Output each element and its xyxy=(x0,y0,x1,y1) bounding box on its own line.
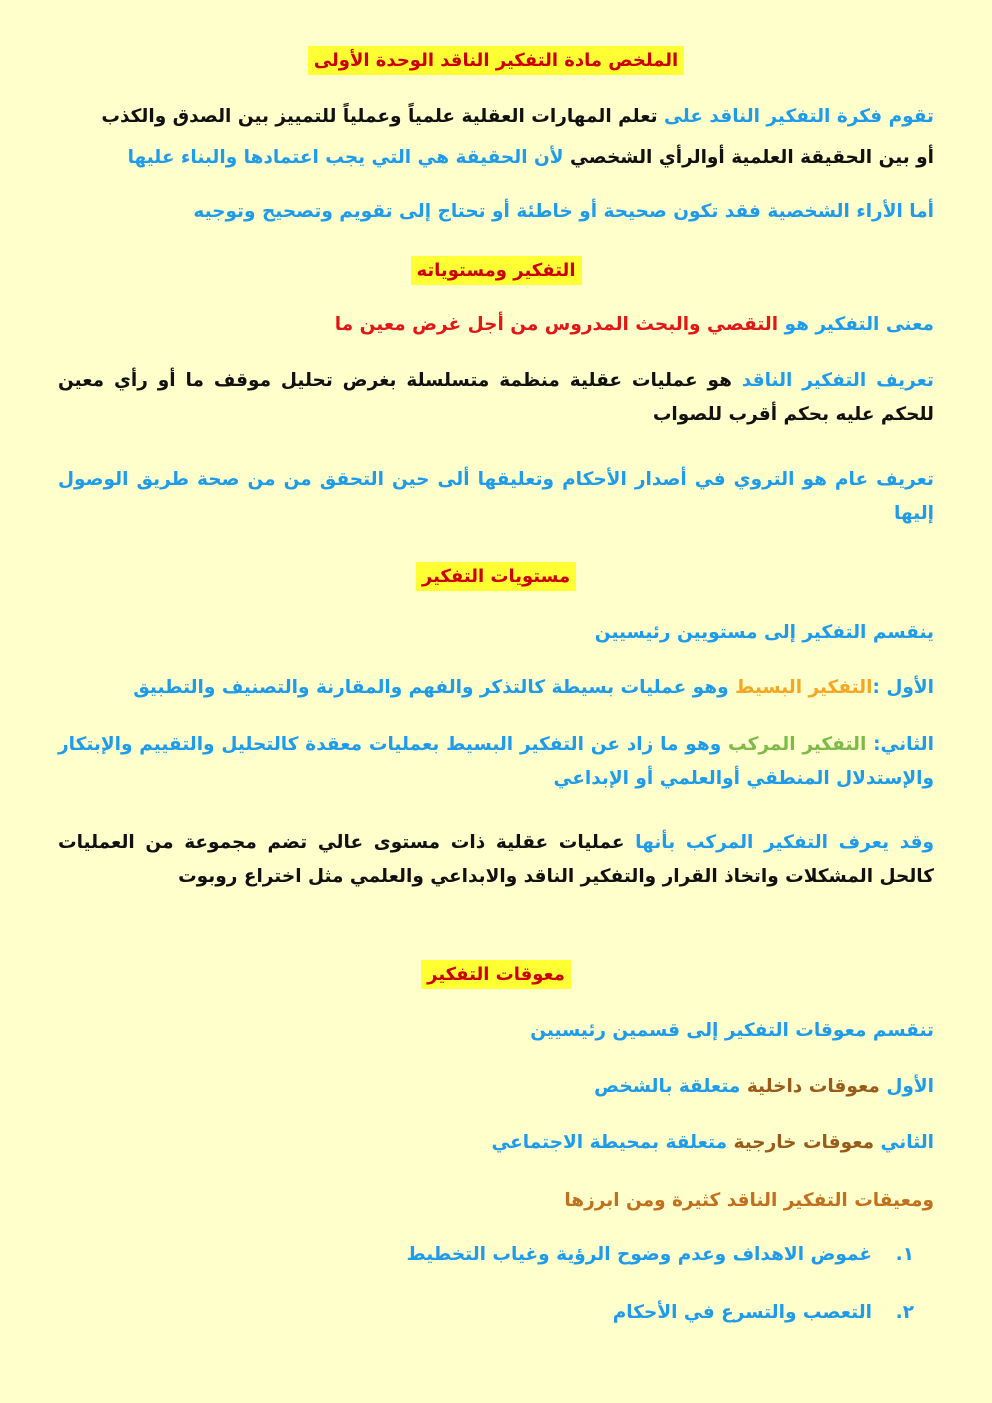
critical-obstacles-intro: ومعيقات التفكير الناقد كثيرة ومن ابرزها xyxy=(564,1190,934,1211)
list-number: ١. xyxy=(895,1244,914,1265)
level-first: الأول :التفكير البسيط وهو عمليات بسيطة كالتذكر والفهم والمقارنة والتصنيف والتطبيق xyxy=(133,677,934,698)
intro-line-1: تقوم فكرة التفكير الناقد على تعلم المهارات العقلية علمياً وعملياً للتمييز بين الصدق والكذب xyxy=(101,106,934,127)
intro-line-2: أو بين الحقيقة العلمية أوالرأي الشخصي لأن الحقيقة هي التي يجب اعتمادها والبناء عليها xyxy=(127,147,934,168)
main-title xyxy=(0,44,992,78)
definition-general: تعريف عام هو التروي في أصدار الأحكام وتعليقها ألى حين التحقق من من صحة طريق الوصول إليها xyxy=(58,469,934,524)
meaning-paragraph: معنى التفكير هو التقصي والبحث المدروس من أجل غرض معين ما xyxy=(334,314,934,335)
list-number: ٢. xyxy=(895,1302,914,1323)
level-second: الثاني: التفكير المركب وهو ما زاد عن التفكير البسيط بعمليات معقدة كالتحليل والتقييم والإبتكار والإستدلال المنطقي أوالعلمي أو الإبداعي xyxy=(58,734,934,789)
obstacle-second: الثاني معوقات خارجية متعلقة بمحيطة الاجتماعي xyxy=(491,1132,934,1153)
list-item-text: التعصب والتسرع في الأحكام xyxy=(612,1302,872,1323)
obstacle-list-item xyxy=(58,1238,914,1272)
intro-line-3: أما الأراء الشخصية فقد تكون صحيحة أو خاطئة أو تحتاج إلى تقويم وتصحيح وتوجيه xyxy=(193,201,934,222)
levels-intro: ينقسم التفكير إلى مستويين رئيسيين xyxy=(594,622,934,643)
obstacles-intro: تنقسم معوقات التفكير إلى قسمين رئيسيين xyxy=(530,1020,934,1041)
section-heading-thinking-levels: التفكير ومستوياته xyxy=(0,254,992,288)
definition-critical-thinking: تعريف التفكير الناقد هو عمليات عقلية منظمة متسلسلة بغرض تحليل موقف ما أو رأي معين للحكم عليه بحكم أقرب للصواب xyxy=(58,370,934,425)
obstacle-list-item xyxy=(58,1296,914,1330)
section-heading-thinking-levels-2: مستويات التفكير xyxy=(0,560,992,594)
compound-definition: وقد يعرف التفكير المركب بأنها عمليات عقلية ذات مستوى عالي تضم مجموعة من العمليات كالحل المشكلات واتخاذ القرار والتفكير الناقد والابداعي والعلمي مثل اختراع روبوت xyxy=(58,832,934,887)
list-item-text: غموض الاهداف وعدم وضوح الرؤية وغياب التخطيط xyxy=(406,1244,872,1265)
section-heading-obstacles: معوقات التفكير xyxy=(0,958,992,992)
obstacle-first: الأول معوقات داخلية متعلقة بالشخص xyxy=(594,1076,934,1097)
main-title-text: الملخص مادة التفكير الناقد الوحدة الأولى xyxy=(308,46,684,75)
